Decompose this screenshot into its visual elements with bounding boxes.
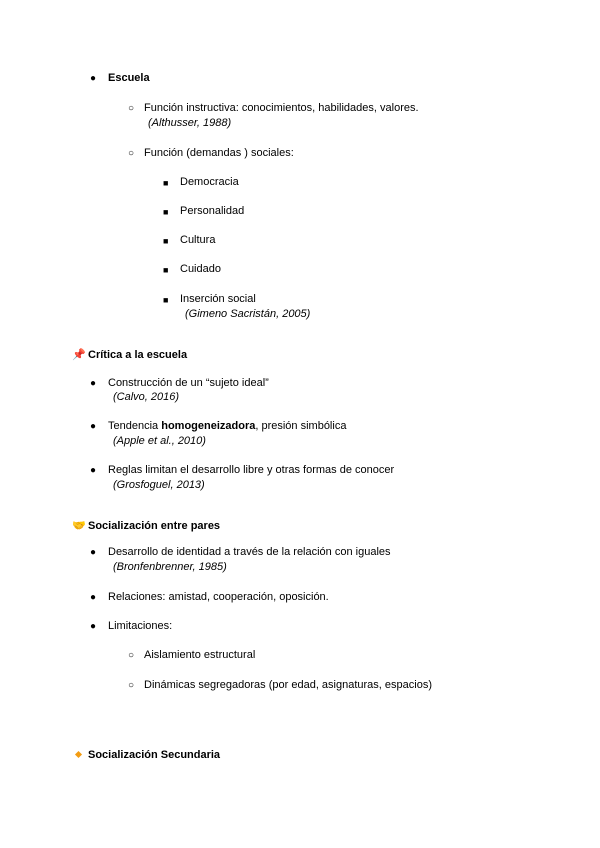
critica-item-2 bbox=[108, 419, 346, 433]
social-function-democracia: Democracia bbox=[180, 176, 239, 188]
escuela-heading: Escuela bbox=[108, 72, 150, 84]
bullet-square-icon: ■ bbox=[163, 295, 169, 305]
critica-item-3: Reglas limitan el desarrollo libre y otras formas de conocer bbox=[108, 464, 395, 476]
social-functions-citation: (Gimeno Sacristán, 2005) bbox=[185, 308, 311, 320]
escuela-item-2: Función (demandas ) sociales: bbox=[144, 147, 294, 159]
secundaria-heading-text: Socialización Secundaria bbox=[88, 749, 221, 761]
bullet-circle-icon: ○ bbox=[128, 650, 135, 661]
pares-heading-text: Socialización entre pares bbox=[88, 520, 221, 532]
social-function-cultura: Cultura bbox=[180, 234, 216, 246]
bullet-disc-icon: ● bbox=[90, 592, 97, 603]
social-function-personalidad: Personalidad bbox=[180, 205, 245, 217]
critica-item-2-bold: homogeneizadora bbox=[161, 420, 256, 432]
bullet-disc-icon: ● bbox=[90, 547, 97, 558]
bullet-square-icon: ■ bbox=[163, 265, 169, 275]
handshake-icon: 🤝 bbox=[72, 520, 86, 532]
escuela-item-1-citation: (Althusser, 1988) bbox=[148, 117, 232, 129]
social-function-cuidado: Cuidado bbox=[180, 263, 221, 275]
pares-item-2: Relaciones: amistad, cooperación, oposición. bbox=[108, 591, 329, 603]
bullet-circle-icon: ○ bbox=[128, 148, 135, 159]
pares-item-3: Limitaciones: bbox=[108, 620, 173, 632]
bullet-disc-icon: ● bbox=[90, 378, 97, 389]
bullet-square-icon: ■ bbox=[163, 236, 169, 246]
critica-item-1-citation: (Calvo, 2016) bbox=[113, 391, 180, 403]
bullet-disc-icon: ● bbox=[90, 465, 97, 476]
limitacion-1: Aislamiento estructural bbox=[144, 649, 256, 661]
critica-item-1: Construcción de un “sujeto ideal” bbox=[108, 377, 269, 389]
critica-item-2-pre: Tendencia bbox=[108, 420, 162, 432]
bullet-square-icon: ■ bbox=[163, 178, 169, 188]
pushpin-icon: 📌 bbox=[72, 349, 86, 361]
critica-item-2-citation: (Apple et al., 2010) bbox=[113, 435, 206, 447]
bullet-disc-icon: ● bbox=[90, 421, 97, 432]
bullet-disc-icon: ● bbox=[90, 73, 97, 84]
escuela-item-1: Función instructiva: conocimientos, habilidades, valores. bbox=[144, 102, 419, 114]
secundaria-heading bbox=[72, 748, 220, 762]
bullet-circle-icon: ○ bbox=[128, 103, 135, 114]
bullet-circle-icon: ○ bbox=[128, 680, 135, 691]
social-function-insercion: Inserción social bbox=[180, 293, 256, 305]
orange-diamond-icon bbox=[75, 751, 82, 758]
critica-item-3-citation: (Grosfoguel, 2013) bbox=[113, 479, 205, 491]
pares-item-1: Desarrollo de identidad a través de la relación con iguales bbox=[108, 546, 391, 558]
limitacion-2: Dinámicas segregadoras (por edad, asignaturas, espacios) bbox=[144, 679, 432, 691]
critica-heading bbox=[72, 348, 187, 362]
critica-heading-text: Crítica a la escuela bbox=[88, 349, 188, 361]
pares-item-1-citation: (Bronfenbrenner, 1985) bbox=[113, 561, 227, 573]
pares-heading bbox=[72, 519, 220, 533]
bullet-disc-icon: ● bbox=[90, 621, 97, 632]
bullet-square-icon: ■ bbox=[163, 207, 169, 217]
critica-item-2-post: , presión simbólica bbox=[255, 420, 347, 432]
